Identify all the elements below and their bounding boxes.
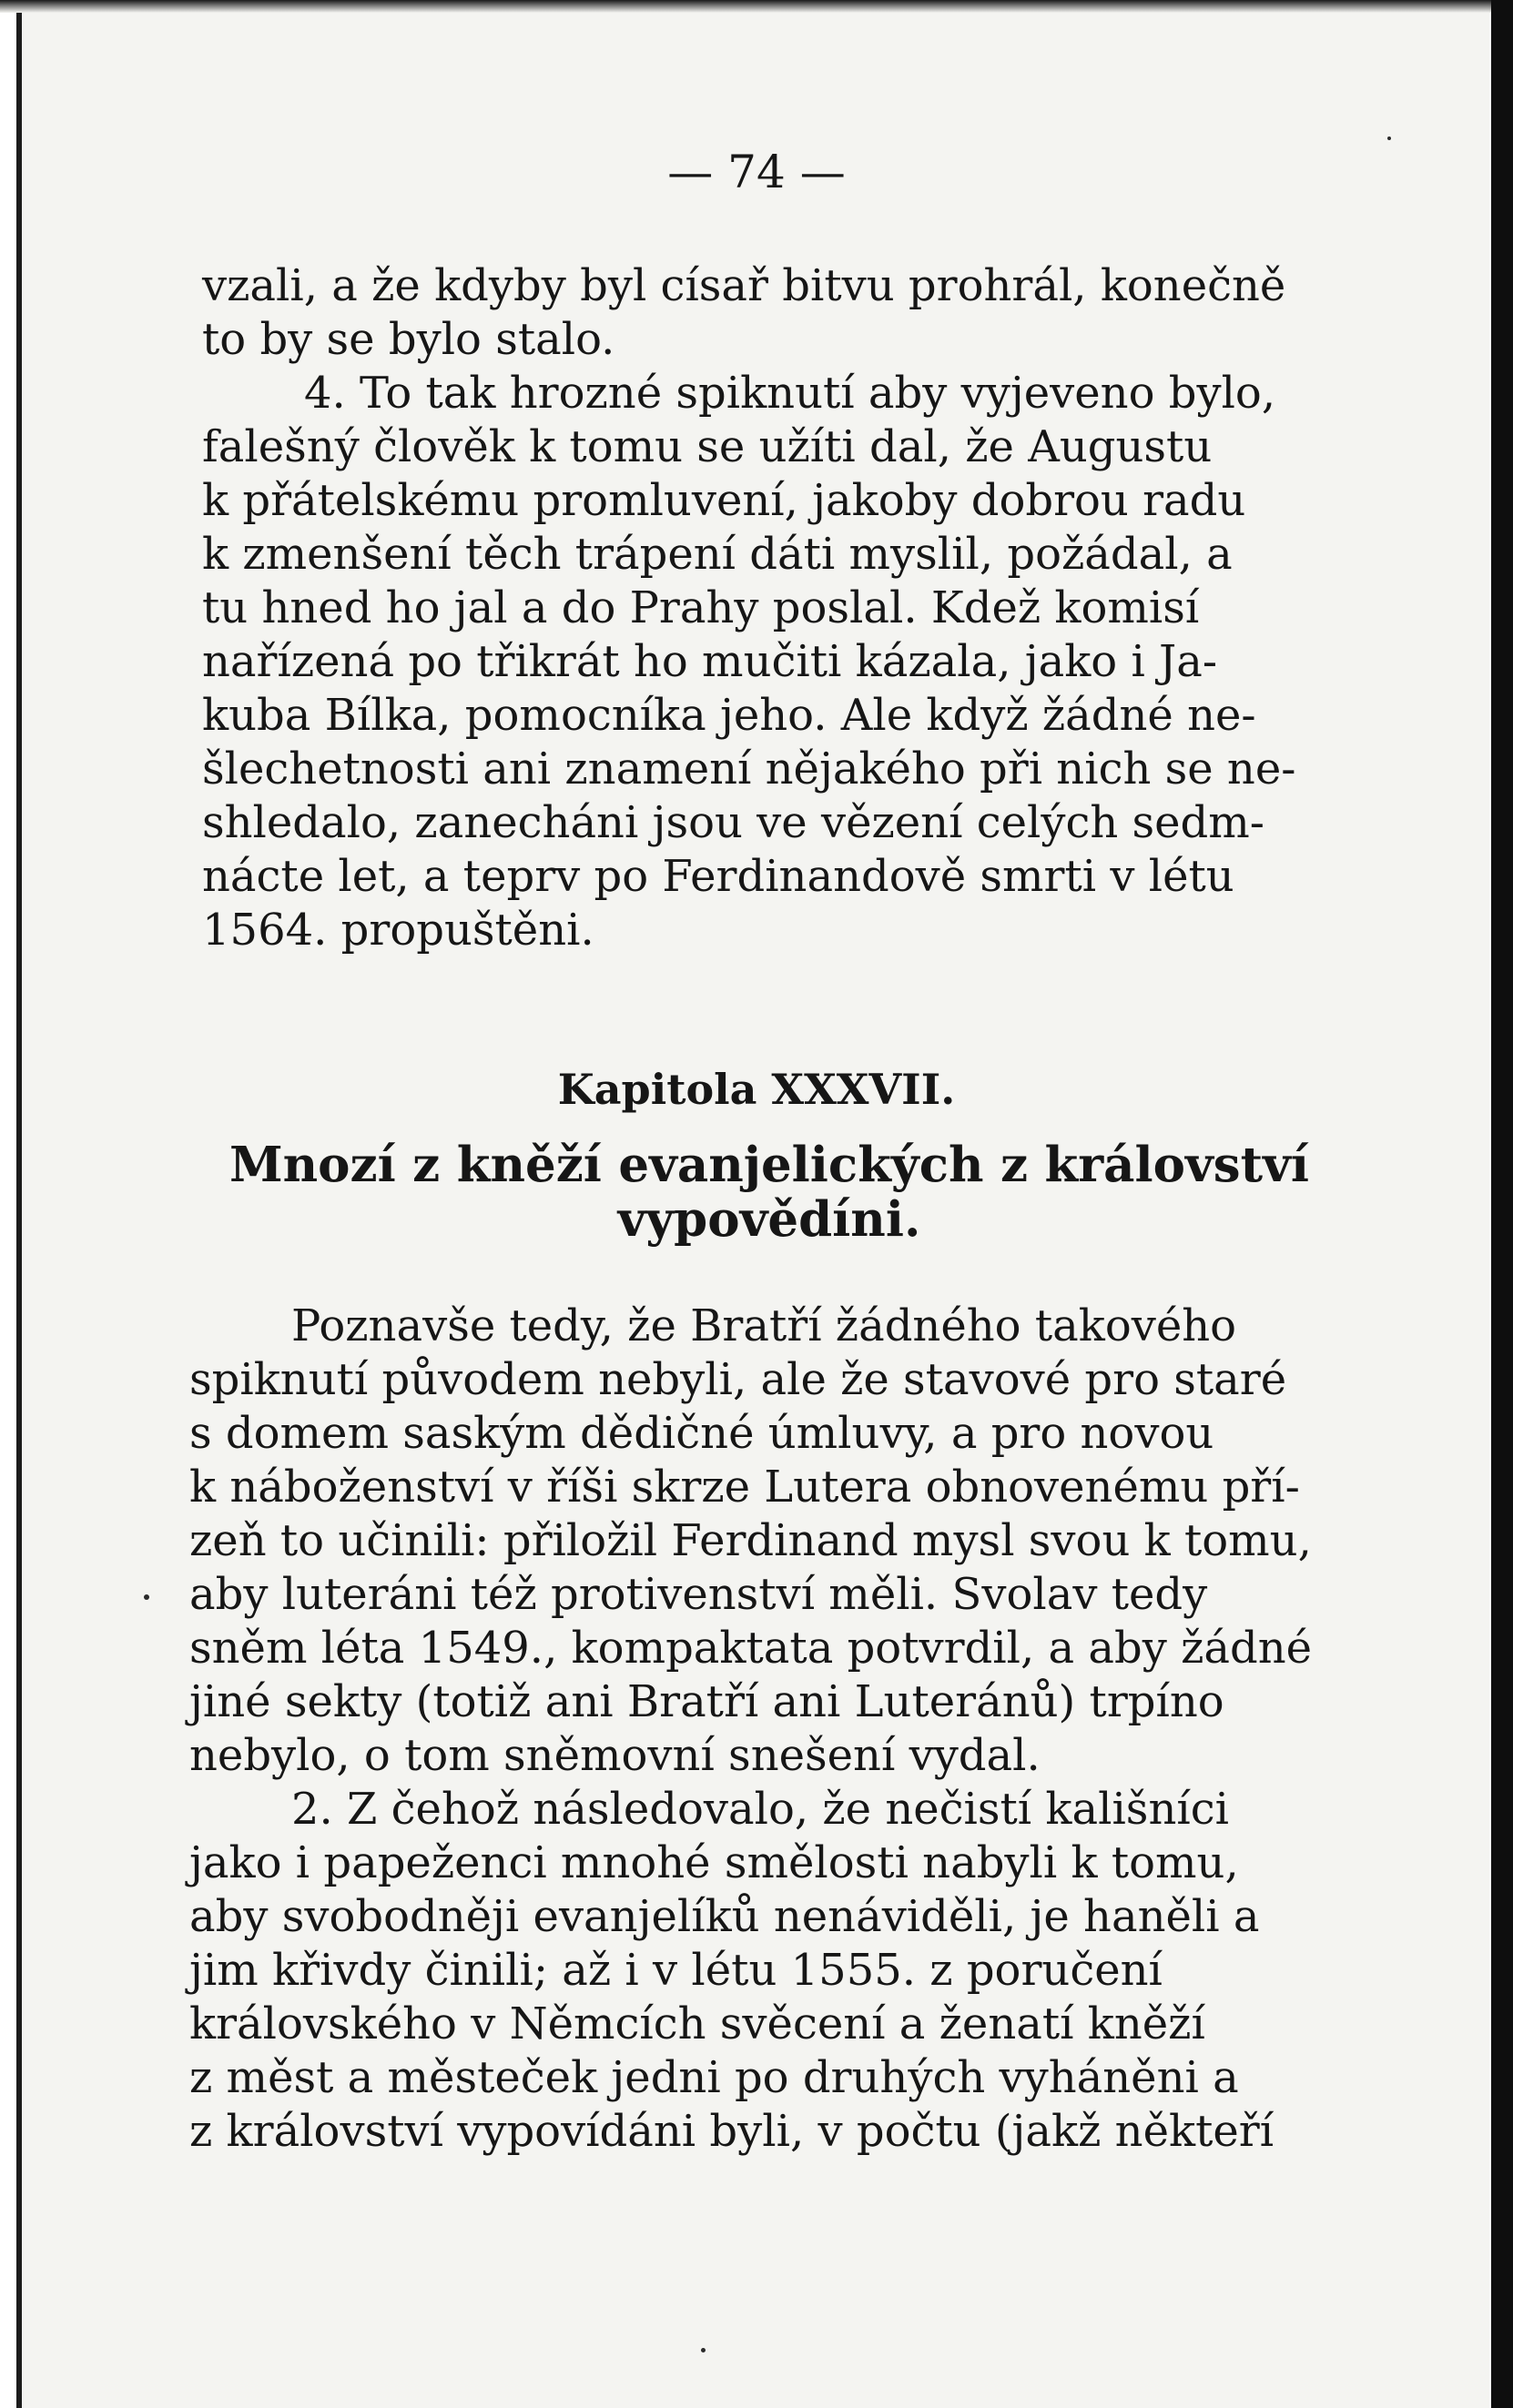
bottom-text-block xyxy=(189,1300,1338,2159)
paragraph-continuation: vzali, a že kdyby byl císař bitvu prohrál, konečně to by se bylo stalo. xyxy=(202,260,1286,365)
page-top-shadow xyxy=(0,0,1513,13)
print-speck xyxy=(1387,137,1391,140)
paragraph-1: Poznavše tedy, že Bratří žádného takového spiknutí původem nebyli, ale že stavové pro staré s domem saským dědičné úmluvy, a pro novou k náboženství v říši skrze Lutera obnovenému pří- zeň to učinili: přiložil Ferdinand mysl svou k tomu, aby luteráni též protivenství měli. Svolav tedy sněm léta 1549., kompaktata potvrdil, a aby žádné jiné sekty (totiž ani Bratří ani Luteránů) trpíno nebylo, o tom sněmovní snešení vydal. xyxy=(189,1300,1313,1781)
chapter-title: Mnozí z kněží evanjelických z království vypovědíni. xyxy=(228,1137,1310,1248)
paragraph-2: 2. Z čehož následovalo, že nečistí kališníci jako i papeženci mnohé smělosti nabyli k tomu, aby svobodněji evanjelíků nenáviděli, je haněli a jim křivdy činili; až i v létu 1555. z poručení královského v Němcích svěcení a ženatí kněží z měst a městeček jedni po druhých vyháněni a z království vypovídáni byli, v počtu (jakž někteří xyxy=(189,1784,1274,2157)
print-speck xyxy=(701,2348,706,2352)
paragraph-4: 4. To tak hrozné spiknutí aby vyjeveno bylo, falešný člověk k tomu se užíti dal, že Augustu k přátelskému promluvení, jakoby dobrou radu k zmenšení těch trápení dáti myslil, požádal, a tu hned ho jal a do Prahy poslal. Kdež komisí nařízená po třikrát ho mučiti kázala, jako i Ja- kuba Bílka, pomocníka jeho. Ale když žádné ne- šlechetnosti ani znamení nějakého při nich se ne- shledalo, zanecháni jsou ve vězení celých sedm- nácte let, a teprv po Ferdinandově smrti v létu 1564. propuštěni. xyxy=(202,368,1296,956)
print-speck xyxy=(144,1594,149,1600)
top-text-block xyxy=(202,259,1340,957)
chapter-label: Kapitola XXXVII. xyxy=(557,1065,956,1114)
page-right-edge xyxy=(1491,0,1513,2408)
page-number: — 74 — xyxy=(667,146,846,198)
